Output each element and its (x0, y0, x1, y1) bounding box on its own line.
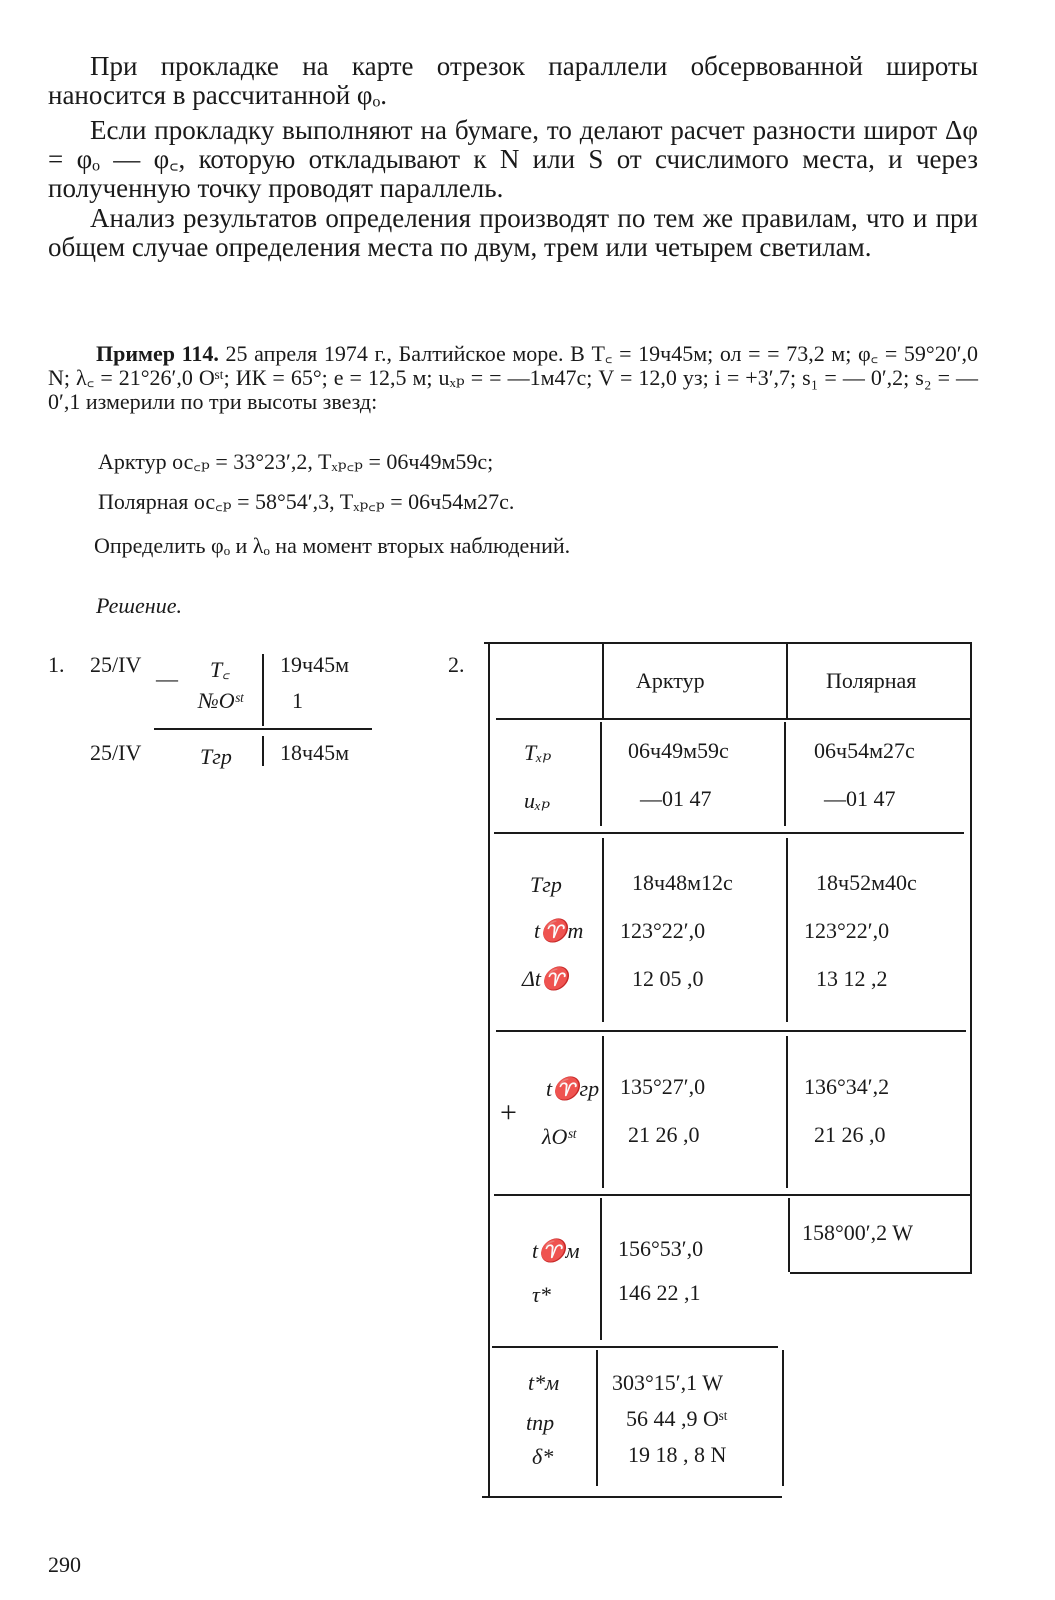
paragraph-1: При прокладке на карте отрезок параллели обсервованной широты наносится в рассчитанной φₒ. (48, 51, 978, 110)
step1-tc-label: T꜀ (210, 657, 230, 682)
step1-date: 25/IV (90, 652, 142, 677)
polar-t-aries-greenwich: 136°34′,2 (804, 1074, 890, 1099)
row-sep-3 (496, 1030, 966, 1032)
polar-t-chronometer: 06ч54м27с (814, 738, 915, 763)
col-div-2d (786, 1036, 788, 1188)
label-t-aries-table: t♈т (534, 918, 584, 943)
arcturus-delta-star: 19 18 , 8 N (628, 1442, 727, 1467)
row-sep-5 (492, 1346, 778, 1348)
step1-tc-value: 19ч45м (280, 652, 349, 677)
row-sep-2 (494, 832, 964, 834)
step2-number: 2. (448, 652, 465, 677)
label-t-aries-greenwich: t♈гр (546, 1076, 600, 1101)
col-div-1c (602, 838, 604, 1022)
arcturus-u-chronometer: —01 47 (640, 786, 712, 811)
label-tau-star: τ* (532, 1282, 551, 1307)
row-sep-4 (494, 1194, 970, 1196)
col-div-1e (600, 1198, 602, 1340)
row-sep-polar-end (790, 1272, 970, 1274)
header-polar: Полярная (826, 668, 917, 693)
example-task: Определить φₒ и λₒ на момент вторых наблюдений. (94, 533, 571, 558)
arcturus-t-greenwich: 18ч48м12с (632, 870, 733, 895)
paragraph-2: Если прокладку выполняют на бумаге, то делают расчет разности широт Δφ = φₒ — φ꜀, которую откладывают к N или S от счислимого места, и через полученную точку проводят параллель. (48, 115, 978, 203)
table-top-border (484, 642, 972, 644)
header-arcturus: Арктур (636, 668, 705, 693)
arcturus-t-aries-table: 123°22′,0 (620, 918, 706, 943)
label-t-aries-local: t♈м (532, 1238, 580, 1263)
col-div-2a (786, 644, 788, 718)
col-div-2e (788, 1198, 790, 1272)
table-right-border (970, 642, 972, 1274)
row-sep-1 (496, 718, 970, 720)
col-div-2c (786, 838, 788, 1022)
example-paragraph (48, 342, 978, 414)
step1-date2: 25/IV (90, 740, 142, 765)
label-t-star-local: t*м (528, 1370, 560, 1395)
polar-t-aries-table: 123°22′,0 (804, 918, 890, 943)
label-t-chronometer: Tₓₚ (524, 740, 552, 765)
polar-lambda: 21 26 ,0 (814, 1122, 886, 1147)
arcturus-lambda: 21 26 ,0 (628, 1122, 700, 1147)
example-arcturus: Арктур ос꜀ₚ = 33°23′,2, Tₓₚ꜀ₚ = 06ч49м59с; (98, 449, 494, 474)
polar-u-chronometer: —01 47 (824, 786, 896, 811)
step1-minus: — (156, 666, 178, 691)
label-u-chronometer: uₓₚ (524, 788, 551, 813)
label-delta-t-aries: Δt♈ (522, 966, 569, 991)
arcturus-delta-t-aries: 12 05 ,0 (632, 966, 704, 991)
page-number: 290 (48, 1552, 81, 1577)
col-div-1a (602, 644, 604, 718)
step1-zone-label: №Oˢᵗ (198, 688, 243, 713)
example-label: Пример 114. (96, 341, 219, 366)
step1-zone-value: 1 (292, 688, 303, 713)
label-t-greenwich: Tгр (530, 872, 562, 897)
col-div-1d (602, 1036, 604, 1188)
arcturus-t-star-local: 303°15′,1 W (612, 1370, 723, 1395)
table-bottom-border (482, 1496, 782, 1498)
arcturus-t-practical: 56 44 ,9 Oˢᵗ (626, 1406, 728, 1431)
step1-rule (154, 728, 372, 730)
polar-t-aries-local: 158°00′,2 W (802, 1220, 913, 1245)
example-polar: Полярная ос꜀ₚ = 58°54′,3, Tₓₚ꜀ₚ = 06ч54м27с. (98, 489, 515, 514)
step1-tgr-value: 18ч45м (280, 740, 349, 765)
step1-number: 1. (48, 652, 65, 677)
col-div-2f (782, 1350, 784, 1486)
col-div-1b (600, 722, 602, 826)
paragraph-3: Анализ результатов определения производят по тем же правилам, что и при общем случае определения места по двум, трем или четырем светилам. (48, 203, 978, 262)
arcturus-t-chronometer: 06ч49м59с (628, 738, 729, 763)
step1-tgr-label: Tгр (200, 744, 232, 769)
polar-t-greenwich: 18ч52м40с (816, 870, 917, 895)
example-text: 25 апреля 1974 г., Балтийское море. В T꜀ = 19ч45м; ол = = 73,2 м; φ꜀ = 59°20′,0 N; λ꜀ = 21°26′,0 Oˢᵗ; ИК = 65°; e = 12,5 м; uₓₚ = = —1м47с; V = 12,0 уз; i = +3′,7; s₁ = — 0′,2; s₂ = —0′,1 измерили по три высоты звезд: (48, 341, 979, 414)
solution-heading: Решение. (96, 593, 182, 618)
step1-divider-2 (262, 736, 264, 766)
arcturus-t-aries-greenwich: 135°27′,0 (620, 1074, 706, 1099)
col-div-1f (596, 1350, 598, 1486)
label-delta-star: δ* (532, 1444, 554, 1469)
arcturus-tau-star: 146 22 ,1 (618, 1280, 701, 1305)
col-div-2b (784, 722, 786, 826)
arcturus-t-aries-local: 156°53′,0 (618, 1236, 704, 1261)
plus-sign: + (500, 1096, 517, 1129)
table-left-border (488, 642, 490, 1496)
label-lambda: λOˢᵗ (542, 1124, 576, 1149)
step1-divider (262, 654, 264, 726)
label-t-practical: tпр (526, 1410, 555, 1435)
polar-delta-t-aries: 13 12 ,2 (816, 966, 888, 991)
